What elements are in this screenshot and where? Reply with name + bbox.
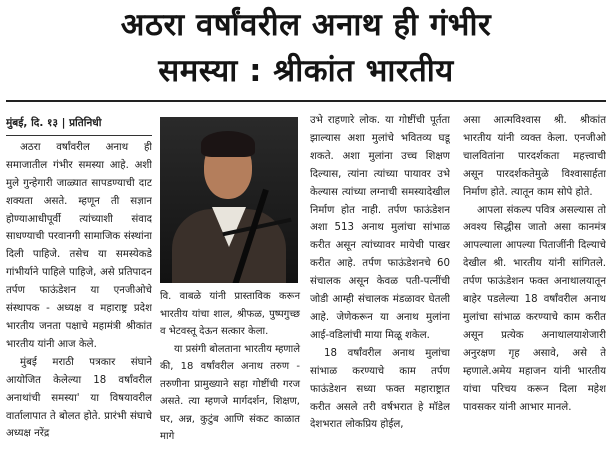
photo-hair (201, 131, 255, 157)
col1-paragraph-1: अठरा वर्षांवरील अनाथ ही समाजातील गंभीर समस्या आहे. अशी मुले गुन्हेगारी जाळ्यात सापडण्याची दाट शक्यता असते. म्हणून ती सज्ञान होण्याआधीपूर्वी त्यांच्याशी संवाद साधण्याची परवानगी सामाजिक संस्थांना दिली पाहिजे. तसेच या समस्येकडे गांभीर्याने पाहिले पाहिजे, असे प्रतिपादन तर्पण फाऊंडेशन या एनजीओचे संस्थापक - अध्यक्ष व महाराष्ट्र प्रदेश भारतीय जनता पक्षाचे महामंत्री श्रीकांत भारतीय यांनी आज केले. (6, 141, 152, 350)
dateline-rule (6, 135, 152, 136)
col3-paragraph-1: उभे राहणारे लोक. या गोष्टींची पूर्तता झाल्यास अशा मुलांचे भवितव्य घडू शकते. अशा मुलांना उच्च शिक्षण दिल्यास, त्यांना त्यांच्या पायावर उभे केल्यास त्यांच्या लग्नाची समस्यादेखील निर्माण होत नाही. तर्पण फाऊंडेशन अशा 513 अनाथ मुलांचा सांभाळ करीत असून त्यांच्यावर मायेची पाखर करीत आहे. तर्पण फाऊंडेशनचे 60 संचालक असून केवळ पती-पत्नींची जोडी आम्ही संचालक मंडळावर घेतली आहे. जेणेकरून या अनाथ मुलांना आई-वडिलांची माया मिळू शकेल. (310, 115, 450, 341)
col4-paragraph-1: असा आत्मविश्वास श्री. श्रीकांत भारतीय यांनी व्यक्त केला. एनजीओ चालवितांना पारदर्शकता महत्त्वाची असून पारदर्शकतेमुळे विश्वासार्हता निर्माण होते. त्यातून काम सोपे होते. (463, 115, 606, 198)
caption-paragraph-2: या प्रसंगी बोलताना भारतीय म्हणाले की, 18 वर्षांवरील अनाथ तरुण - तरुणीना प्रामुख्याने सहा गोष्टींची गरज असते. त्या म्हणजे मार्गदर्शन, शिक्षण, घर, अन्न, कुटुंब आणि संकट काळात मागे (160, 343, 301, 442)
dateline: मुंबई, दि. १३ | प्रतिनिधी (6, 117, 102, 129)
caption-paragraph-1: वि. वाबळे यांनी प्रास्ताविक करून भारतीय यांचा शाल, श्रीफळ, पुष्पगुच्छ व भेटवस्तू देऊन सत्कार केला. (160, 291, 300, 337)
headline-line-2: समस्या : श्रीकांत भारतीय (158, 53, 454, 89)
col1-paragraph-2: मुंबई मराठी पत्रकार संघाने आयोजित केलेल्या 18 वर्षांवरील अनाथांची समस्या' या विषयावरील वार्तालापात ते बोलत होते. प्रारंभी संघाचे अध्यक्ष नरेंद्र (6, 356, 152, 440)
photo-caption-text (160, 288, 300, 446)
column-4 (463, 112, 606, 460)
speaker-photo (160, 117, 298, 283)
column-1 (6, 115, 152, 460)
col3-paragraph-2: 18 वर्षांवरील अनाथ मुलांचा सांभाळ करण्याचे काम तर्पण फाऊंडेशन सध्या फक्त महाराष्ट्रात करीत असले तरी वर्षभरात हे मॉडेल देशभरात लोकप्रिय होईल, (310, 347, 450, 431)
headline-divider (6, 100, 606, 102)
col4-paragraph-2: आपला संकल्प पवित्र असल्यास तो अवश्य सिद्धीस जातो असा कानमंत्र आपल्याला आपल्या पिताजींनी दिल्याचे देखील श्री. भारतीय यांनी सांगितले. तर्पण फाऊंडेशन फक्त अनाथालयातून बाहेर पडलेल्या 18 वर्षांवरील अनाथ मुलांचा सांभाळ करण्याचे काम करीत असून प्रत्येक अनाथालयाशेजारी अनुरक्षण गृह असावे, असे ते म्हणाले.अमेय महाजन यांनी भारतीय यांचा परिचय करून दिला महेश पावसकर यांनी आभार मानले. (463, 204, 606, 413)
headline-line-1: अठरा वर्षांवरील अनाथ ही गंभीर (120, 7, 492, 43)
column-3 (310, 112, 450, 460)
